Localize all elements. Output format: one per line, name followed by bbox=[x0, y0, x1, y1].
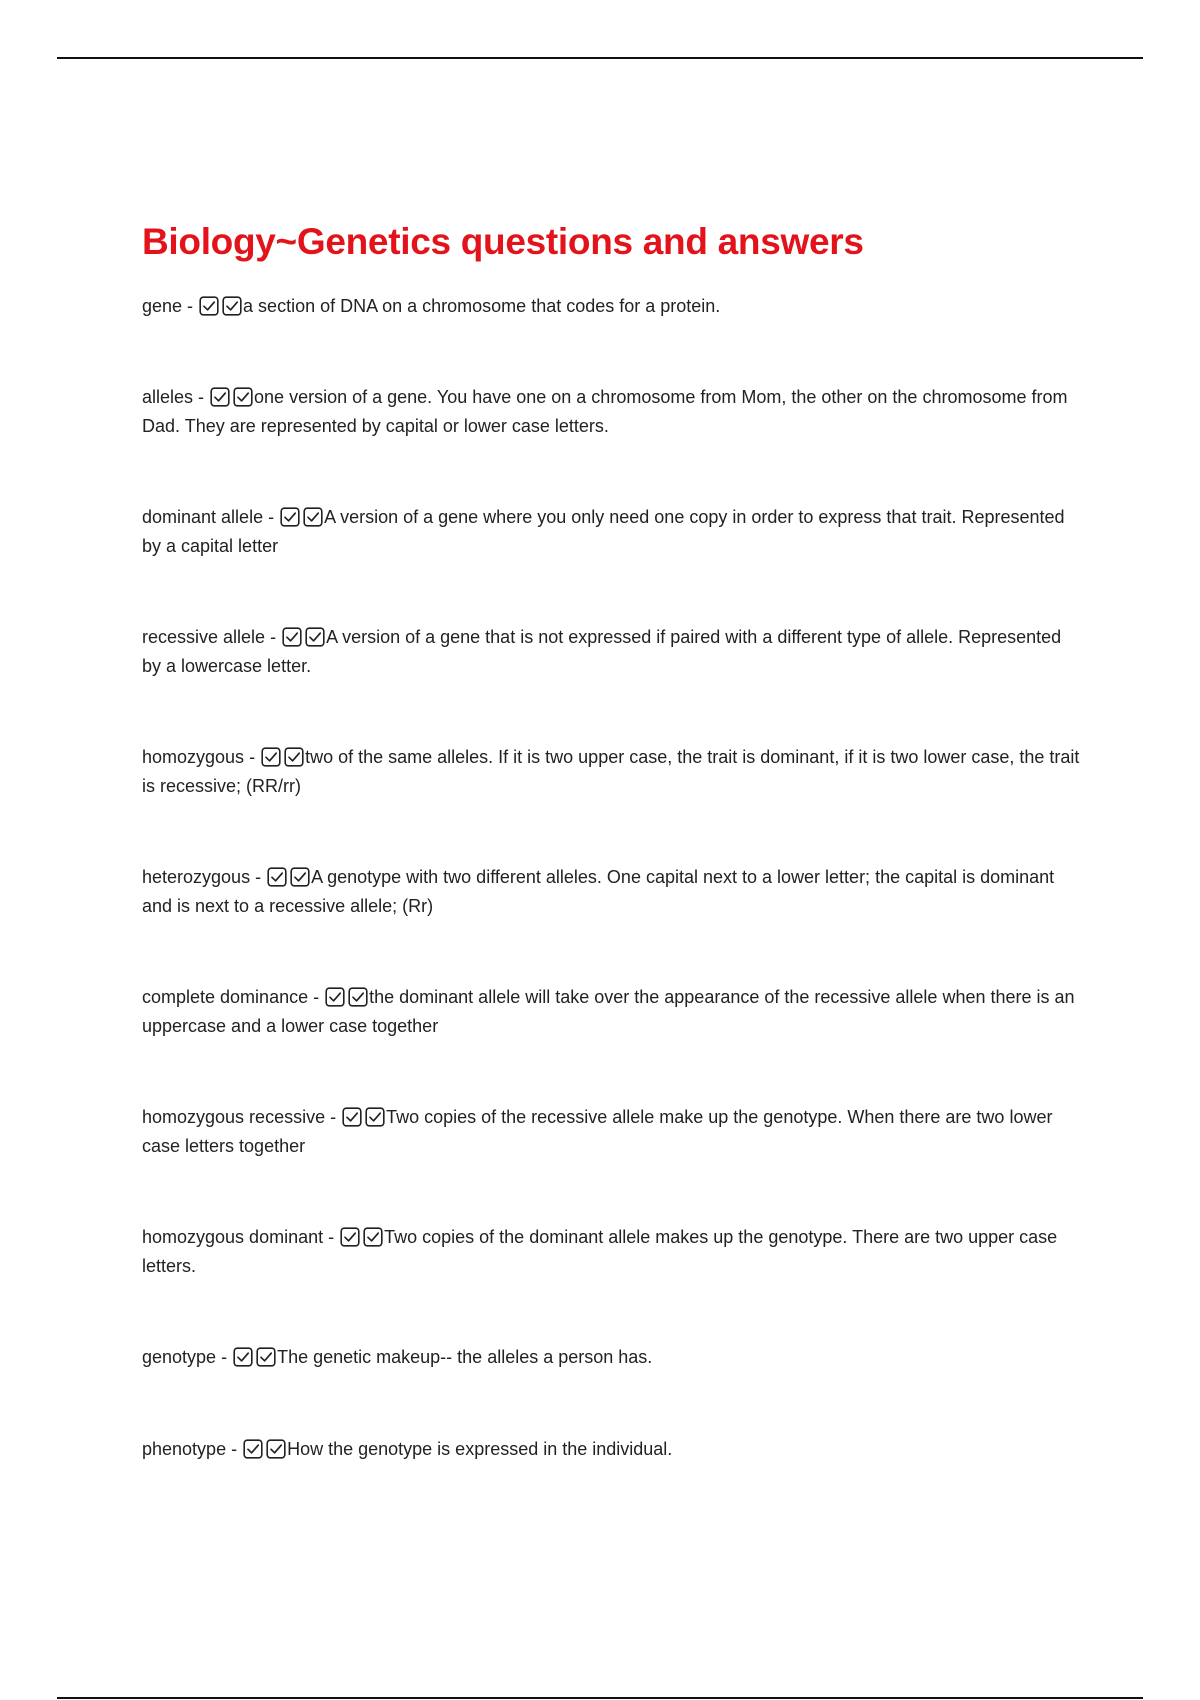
qa-answer: Two copies of the recessive allele make up the genotype. When there are two lower case letters together bbox=[142, 1107, 1053, 1156]
qa-answer: Two copies of the dominant allele makes up the genotype. There are two upper case letters. bbox=[142, 1227, 1058, 1276]
qa-term: homozygous bbox=[142, 747, 245, 767]
qa-separator: - bbox=[249, 747, 256, 767]
checkbox-checked-icon bbox=[282, 627, 302, 647]
checkbox-checked-icon bbox=[256, 1347, 276, 1367]
qa-answer: A version of a gene that is not expressed if paired with a different type of allele. Represented by a lowercase letter. bbox=[142, 627, 1062, 676]
checkbox-checked-icon bbox=[267, 867, 287, 887]
qa-entry bbox=[142, 383, 1082, 440]
qa-entry bbox=[142, 743, 1082, 800]
qa-entry bbox=[142, 983, 1082, 1040]
checkbox-checked-icon bbox=[210, 387, 230, 407]
qa-answer: the dominant allele will take over the appearance of the recessive allele when there is an uppercase and a lower case together bbox=[142, 987, 1075, 1036]
checkbox-checked-icon bbox=[290, 867, 310, 887]
top-rule bbox=[57, 57, 1143, 59]
checkbox-checked-icon bbox=[199, 296, 219, 316]
checkbox-checked-icon bbox=[363, 1227, 383, 1247]
document-body bbox=[142, 218, 1082, 1459]
qa-entry bbox=[142, 1343, 1082, 1372]
qa-separator: - bbox=[187, 296, 194, 316]
qa-term: homozygous dominant bbox=[142, 1227, 324, 1247]
qa-answer: two of the same alleles. If it is two upper case, the trait is dominant, if it is two lower case, the trait is recessive; (RR/rr) bbox=[142, 747, 1080, 796]
checkbox-checked-icon bbox=[233, 1347, 253, 1367]
qa-term: gene bbox=[142, 296, 183, 316]
checkbox-checked-icon bbox=[348, 987, 368, 1007]
checkbox-checked-icon bbox=[266, 1439, 286, 1459]
qa-term: alleles bbox=[142, 387, 194, 407]
qa-separator: - bbox=[221, 1347, 228, 1367]
qa-separator: - bbox=[328, 1227, 335, 1247]
qa-separator: - bbox=[268, 507, 275, 527]
qa-entry bbox=[142, 623, 1082, 680]
qa-separator: - bbox=[255, 867, 262, 887]
checkbox-checked-icon bbox=[222, 296, 242, 316]
checkbox-checked-icon bbox=[340, 1227, 360, 1247]
checkbox-checked-icon bbox=[342, 1107, 362, 1127]
qa-answer: A version of a gene where you only need one copy in order to express that trait. Represented by a capital letter bbox=[142, 507, 1065, 556]
qa-entry bbox=[142, 503, 1082, 560]
qa-separator: - bbox=[313, 987, 320, 1007]
checkbox-checked-icon bbox=[365, 1107, 385, 1127]
qa-entry bbox=[142, 863, 1082, 920]
qa-entry bbox=[142, 1223, 1082, 1280]
qa-term: recessive allele bbox=[142, 627, 266, 647]
checkbox-checked-icon bbox=[243, 1439, 263, 1459]
qa-entry bbox=[142, 1435, 1082, 1464]
checkbox-checked-icon bbox=[280, 507, 300, 527]
qa-term: complete dominance bbox=[142, 987, 309, 1007]
checkbox-checked-icon bbox=[233, 387, 253, 407]
qa-term: dominant allele bbox=[142, 507, 264, 527]
qa-separator: - bbox=[198, 387, 205, 407]
document-title: Biology~Genetics questions and answers bbox=[142, 221, 864, 262]
checkbox-checked-icon bbox=[325, 987, 345, 1007]
qa-separator: - bbox=[330, 1107, 337, 1127]
qa-term: homozygous recessive bbox=[142, 1107, 326, 1127]
bottom-rule bbox=[57, 1697, 1143, 1699]
qa-entry bbox=[142, 1103, 1082, 1160]
qa-term: heterozygous bbox=[142, 867, 251, 887]
qa-answer: The genetic makeup-- the alleles a person has. bbox=[277, 1347, 653, 1367]
qa-answer: How the genotype is expressed in the individual. bbox=[287, 1439, 673, 1459]
qa-entry bbox=[142, 292, 1082, 321]
qa-term: genotype bbox=[142, 1347, 217, 1367]
qa-separator: - bbox=[231, 1439, 238, 1459]
checkbox-checked-icon bbox=[284, 747, 304, 767]
checkbox-checked-icon bbox=[305, 627, 325, 647]
qa-term: phenotype bbox=[142, 1439, 227, 1459]
checkbox-checked-icon bbox=[261, 747, 281, 767]
qa-answer: one version of a gene. You have one on a chromosome from Mom, the other on the chromosome from Dad. They are represented by capital or lower case letters. bbox=[142, 387, 1068, 436]
qa-answer: A genotype with two different alleles. One capital next to a lower letter; the capital is dominant and is next to a recessive allele; (Rr) bbox=[142, 867, 1055, 916]
checkbox-checked-icon bbox=[303, 507, 323, 527]
qa-separator: - bbox=[270, 627, 277, 647]
qa-answer: a section of DNA on a chromosome that codes for a protein. bbox=[243, 296, 721, 316]
